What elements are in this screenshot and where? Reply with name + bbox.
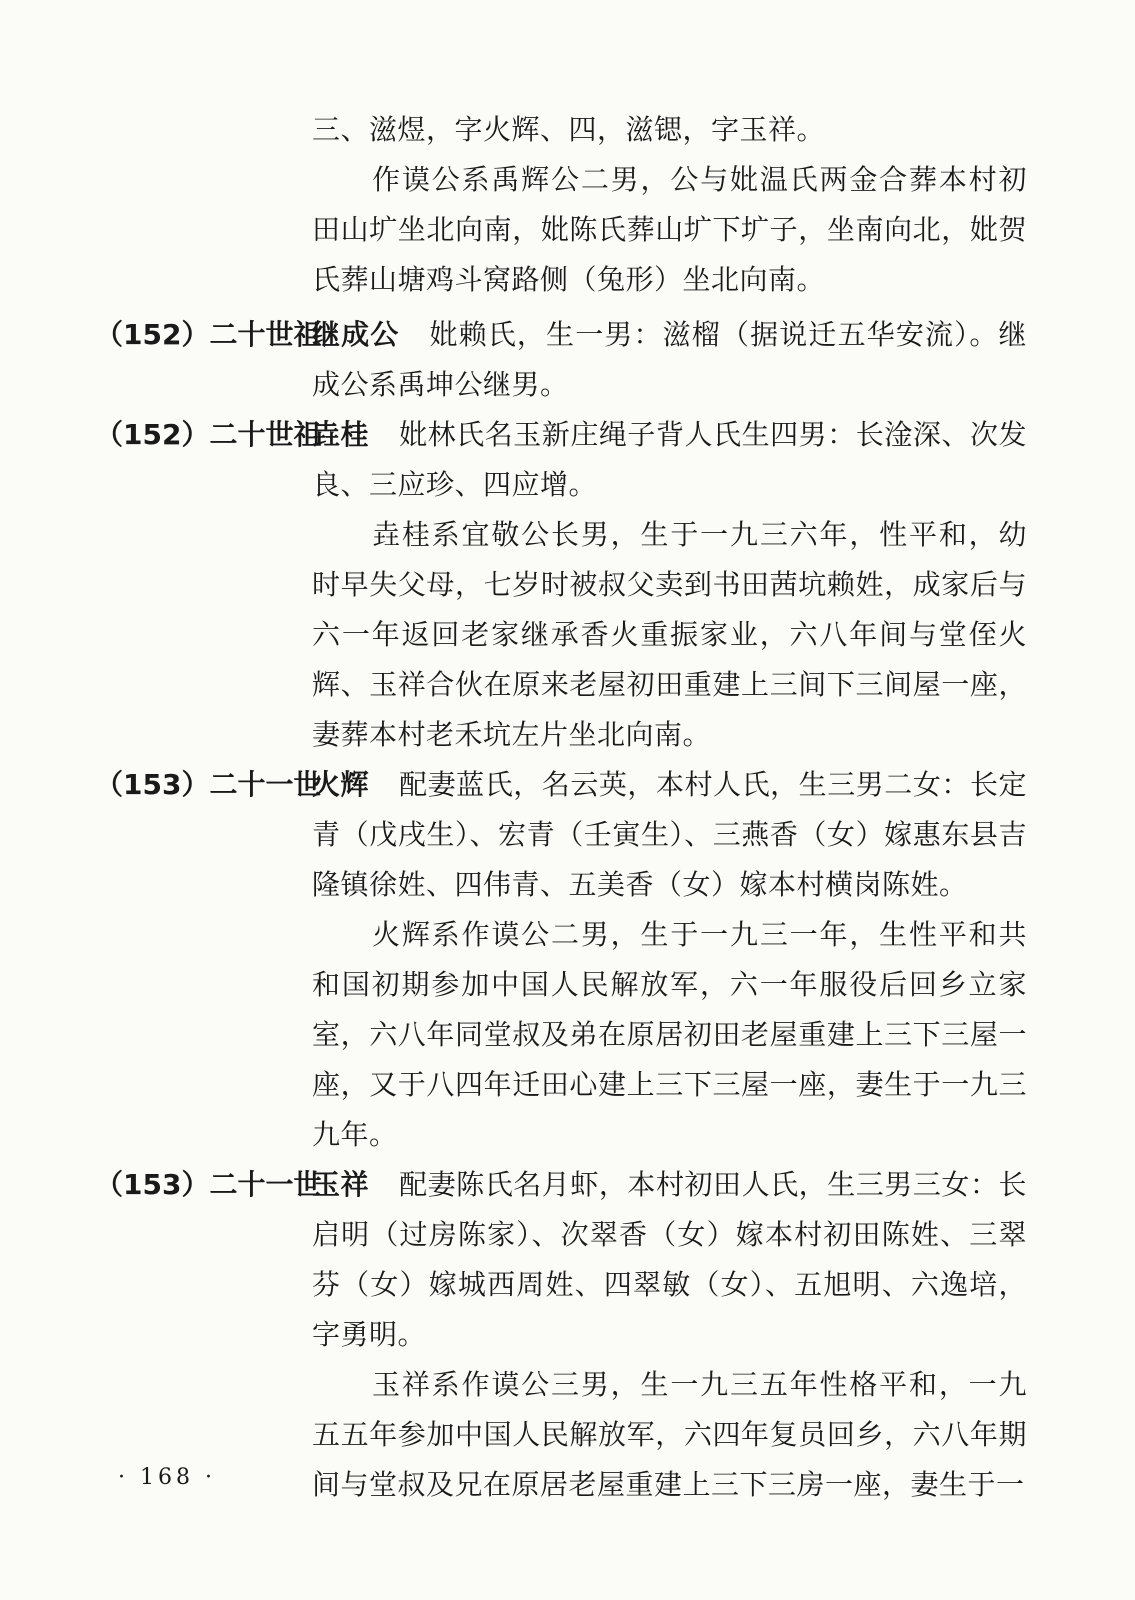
person-name: 玉祥 xyxy=(312,1168,370,1201)
entry-text xyxy=(312,760,1027,1160)
person-name: 继成公 xyxy=(312,318,400,351)
entry-paragraph: 火辉系作谟公二男，生于一九三一年，生性平和共和国初期参加中国人民解放军，六一年服役后回乡立家室，六八年同堂叔及弟在原居初田老屋重建上三下三屋一座，又于八四年迁田心建上三下三屋一座，妻生于一九三九年。 xyxy=(312,918,1027,1151)
generation-label: （152）二十世祖 xyxy=(95,318,322,351)
generation-label: （152）二十世祖 xyxy=(95,418,322,451)
entry-text xyxy=(312,410,1027,760)
entry-paragraph: 垚桂系宜敬公长男，生于一九三六年，性平和，幼时早失父母，七岁时被叔父卖到书田茜坑赖姓，成家后与六一年返回老家继承香火重振家业，六八年间与堂侄火辉、玉祥合伙在原来老屋初田重建上三间下三间屋一座，妻葬本村老禾坑左片坐北向南。 xyxy=(312,518,1027,751)
entry-text xyxy=(312,1160,1027,1510)
entry-description: 妣赖氏，生一男：滋榴（据说迁五华安流）。继成公系禹坤公继男。 xyxy=(312,318,1027,401)
entry-description: 配妻陈氏名月虾，本村初田人氏，生三男三女：长启明（过房陈家）、次翠香（女）嫁本村初田陈姓、三翠芬（女）嫁城西周姓、四翠敏（女）、五旭明、六逸培，字勇明。 xyxy=(312,1168,1027,1351)
entry-paragraph: 玉祥系作谟公三男，生一九三五年性格平和，一九五五年参加中国人民解放军，六四年复员回乡，六八年期间与堂叔及兄在原居老屋重建上三下三房一座，妻生于一 xyxy=(312,1368,1027,1501)
page-number: · 168 · xyxy=(118,1465,216,1490)
intro-line: 三、滋煜，字火辉、四，滋锶，字玉祥。 xyxy=(312,113,826,146)
intro-text xyxy=(312,105,1027,305)
entry-text xyxy=(312,310,1027,410)
generation-label: （153）二十一世 xyxy=(95,1168,322,1201)
entry-description: 配妻蓝氏，名云英，本村人氏，生三男二女：长定青（戊戌生）、宏青（壬寅生）、三燕香（女）嫁惠东县吉隆镇徐姓、四伟青、五美香（女）嫁本村横岗陈姓。 xyxy=(312,768,1027,901)
generation-label: （153）二十一世 xyxy=(95,768,322,801)
intro-paragraph: 作谟公系禹辉公二男，公与妣温氏两金合葬本村初田山圹坐北向南，妣陈氏葬山圹下圹子，坐南向北，妣贺氏葬山塘鸡斗窝路侧（兔形）坐北向南。 xyxy=(312,163,1027,296)
person-name: 火辉 xyxy=(312,768,370,801)
entry-description: 妣林氏名玉新庄绳子背人氏生四男：长淦深、次发良、三应珍、四应增。 xyxy=(312,418,1027,501)
person-name: 垚桂 xyxy=(312,418,370,451)
